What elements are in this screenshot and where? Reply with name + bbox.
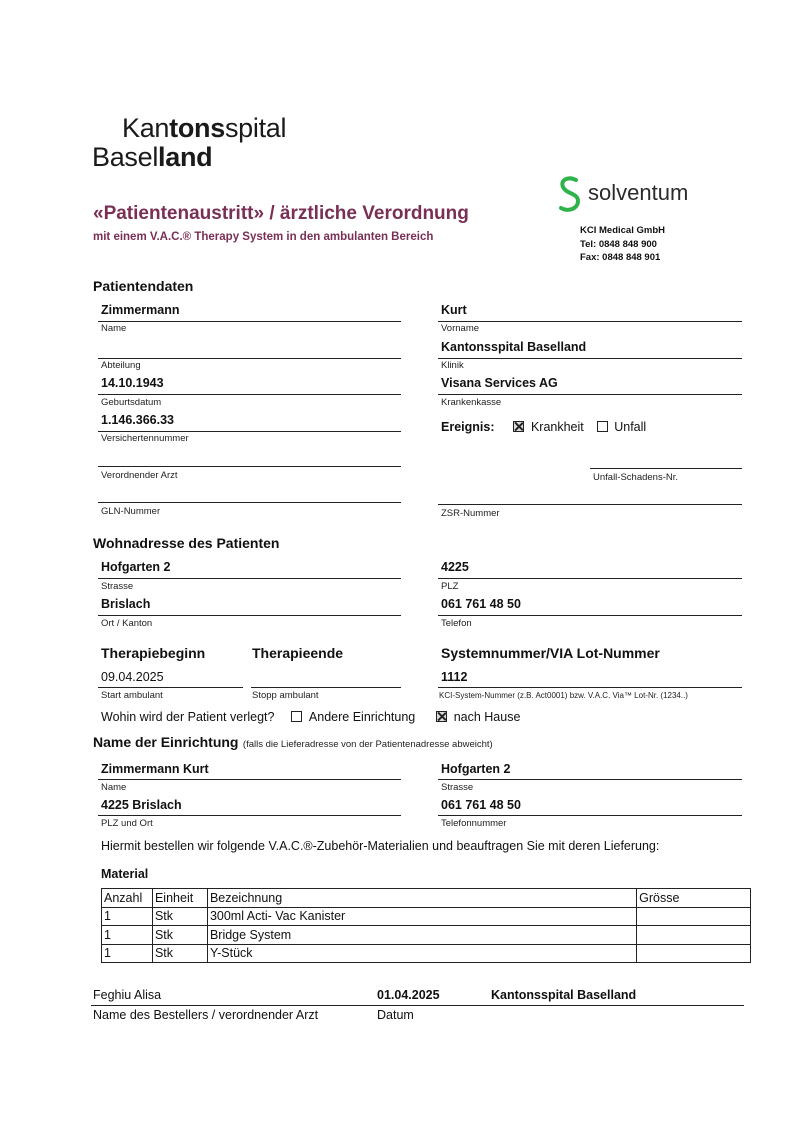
page-title: «Patientenaustritt» / ärztliche Verordnung — [93, 203, 469, 224]
company-fax: Fax: 0848 848 901 — [580, 252, 661, 263]
divider — [438, 358, 742, 359]
divider — [91, 1005, 744, 1006]
klinik-field[interactable]: Kantonsspital Baselland — [441, 340, 587, 354]
table-header-row — [102, 889, 751, 908]
table-cell[interactable]: Stk — [152, 926, 207, 945]
material-table — [101, 888, 751, 963]
section-patientendaten: Patientendaten — [93, 278, 194, 294]
page-subtitle: mit einem V.A.C.® Therapy System in den ambulanten Bereich — [93, 231, 434, 243]
section-wohnadresse: Wohnadresse des Patienten — [93, 535, 280, 551]
einrichtung-plzort-field[interactable]: 4225 Brislach — [101, 798, 182, 812]
unfall-checkbox[interactable] — [597, 421, 608, 432]
section-einrichtung — [93, 734, 493, 752]
table-cell[interactable]: Stk — [152, 907, 207, 926]
logo-text: Basel — [92, 142, 159, 172]
vorname-field[interactable]: Kurt — [441, 303, 467, 317]
versichertennummer-field[interactable]: 1.146.366.33 — [101, 413, 174, 427]
einrichtung-plzort-label: PLZ und Ort — [101, 818, 153, 829]
klinik-label: Klinik — [441, 360, 464, 371]
column-header: Anzahl — [102, 889, 153, 908]
telefon-field[interactable]: 061 761 48 50 — [441, 597, 521, 611]
nach-hause-checkbox[interactable] — [436, 711, 447, 722]
divider — [98, 502, 401, 503]
einrichtung-strasse-field[interactable]: Hofgarten 2 — [441, 762, 511, 776]
bestell-datum-field[interactable]: 01.04.2025 — [377, 988, 440, 1002]
divider — [98, 358, 401, 359]
ort-field[interactable]: Brislach — [101, 597, 151, 611]
andere-einrichtung-label: Andere Einrichtung — [308, 710, 416, 724]
logo-text: spital — [224, 113, 287, 143]
einrichtung-name-label: Name — [101, 782, 127, 793]
systemnummer-heading: Systemnummer/VIA Lot-Nummer — [441, 645, 660, 661]
einrichtung-strasse-label: Strasse — [441, 782, 474, 793]
strasse-field[interactable]: Hofgarten 2 — [101, 560, 171, 574]
start-ambulant-label: Start ambulant — [101, 690, 163, 701]
einrichtung-name-field[interactable]: Zimmermann Kurt — [101, 762, 209, 776]
divider — [438, 504, 742, 505]
einrichtung-heading: Name der Einrichtung — [93, 734, 239, 750]
table-cell[interactable]: 1 — [102, 926, 153, 945]
solventum-logo — [556, 176, 716, 216]
geburtsdatum-field[interactable]: 14.10.1943 — [101, 376, 164, 390]
verordnender-arzt-label: Verordnender Arzt — [101, 470, 178, 481]
table-row — [102, 907, 751, 926]
einrichtung-note: (falls die Lieferadresse von der Patientenadresse abweicht) — [242, 739, 493, 750]
therapieende-heading: Therapieende — [252, 645, 344, 661]
divider — [98, 815, 401, 816]
nach-hause-label: nach Hause — [453, 710, 521, 724]
zsr-label: ZSR-Nummer — [441, 508, 500, 519]
gln-label: GLN-Nummer — [101, 506, 161, 517]
divider — [438, 779, 742, 780]
therapiebeginn-field[interactable]: 09.04.2025 — [101, 670, 164, 684]
divider — [438, 578, 742, 579]
kantonsspital-logo — [92, 114, 286, 172]
divider — [98, 321, 401, 322]
divider — [438, 394, 742, 395]
plz-label: PLZ — [441, 581, 459, 592]
andere-einrichtung-checkbox[interactable] — [291, 711, 302, 722]
table-cell[interactable]: 1 — [102, 944, 153, 963]
table-cell[interactable]: Y-Stück — [207, 944, 636, 963]
table-cell[interactable]: Bridge System — [207, 926, 636, 945]
einrichtung-telefon-label: Telefonnummer — [441, 818, 507, 829]
systemnummer-field[interactable]: 1112 — [441, 670, 468, 684]
versichertennummer-label: Versichertennummer — [101, 433, 189, 444]
bestell-klinik-field[interactable]: Kantonsspital Baselland — [491, 988, 637, 1002]
company-name: KCI Medical GmbH — [580, 225, 665, 236]
unfall-schadens-nr-label: Unfall-Schadens-Nr. — [593, 472, 679, 483]
divider — [98, 779, 401, 780]
table-cell[interactable] — [637, 944, 751, 963]
verlegung-question: Wohin wird der Patient verlegt? — [101, 710, 275, 724]
order-text: Hiermit bestellen wir folgende V.A.C.®-Zubehör-Materialien und beauftragen Sie mit deren Lieferung: — [101, 839, 660, 853]
krankheit-label: Krankheit — [530, 420, 584, 434]
divider — [98, 431, 401, 432]
vorname-label: Vorname — [441, 323, 480, 334]
divider — [590, 468, 742, 469]
divider — [98, 466, 401, 467]
krankheit-checkbox[interactable] — [513, 421, 524, 432]
table-row — [102, 944, 751, 963]
divider — [98, 615, 401, 616]
solventum-s-icon — [556, 176, 584, 214]
unfall-label: Unfall — [614, 420, 647, 434]
column-header: Grösse — [637, 889, 751, 908]
name-field[interactable]: Zimmermann — [101, 303, 180, 317]
divider — [438, 615, 742, 616]
divider — [438, 321, 742, 322]
logo-text: Kan — [122, 113, 170, 143]
besteller-label: Name des Bestellers / verordnender Arzt — [93, 1008, 319, 1022]
ereignis-label: Ereignis: — [441, 420, 495, 434]
table-cell[interactable]: Stk — [152, 944, 207, 963]
geburtsdatum-label: Geburtsdatum — [101, 397, 162, 408]
verlegung-row — [101, 710, 520, 724]
divider — [98, 687, 243, 688]
plz-field[interactable]: 4225 — [441, 560, 469, 574]
stopp-ambulant-label: Stopp ambulant — [252, 690, 319, 701]
telefon-label: Telefon — [441, 618, 472, 629]
ort-label: Ort / Kanton — [101, 618, 153, 629]
divider — [98, 578, 401, 579]
company-tel: Tel: 0848 848 900 — [580, 239, 657, 250]
column-header: Bezeichnung — [207, 889, 636, 908]
therapiebeginn-heading: Therapiebeginn — [101, 645, 206, 661]
ereignis-row — [441, 420, 646, 434]
divider — [98, 394, 401, 395]
systemnummer-label: KCI-System-Nummer (z.B. Act0001) bzw. V.A.C. Via™ Lot-Nr. (1234..) — [439, 691, 688, 700]
datum-label: Datum — [377, 1008, 414, 1022]
besteller-name-field[interactable]: Feghiu Alisa — [93, 988, 162, 1002]
einrichtung-telefon-field[interactable]: 061 761 48 50 — [441, 798, 521, 812]
divider — [251, 687, 401, 688]
column-header: Einheit — [152, 889, 207, 908]
logo-text: tons — [169, 113, 225, 143]
solventum-logo-text: solventum — [588, 180, 689, 205]
krankenkasse-field[interactable]: Visana Services AG — [441, 376, 558, 390]
krankenkasse-label: Krankenkasse — [441, 397, 502, 408]
logo-text: land — [158, 142, 213, 172]
divider — [438, 815, 742, 816]
table-cell[interactable] — [637, 907, 751, 926]
strasse-label: Strasse — [101, 581, 134, 592]
abteilung-label: Abteilung — [101, 360, 141, 371]
table-cell[interactable]: 1 — [102, 907, 153, 926]
table-cell[interactable] — [637, 926, 751, 945]
material-heading: Material — [101, 867, 149, 881]
table-row — [102, 926, 751, 945]
divider — [438, 687, 742, 688]
name-label: Name — [101, 323, 127, 334]
table-cell[interactable]: 300ml Acti- Vac Kanister — [207, 907, 636, 926]
